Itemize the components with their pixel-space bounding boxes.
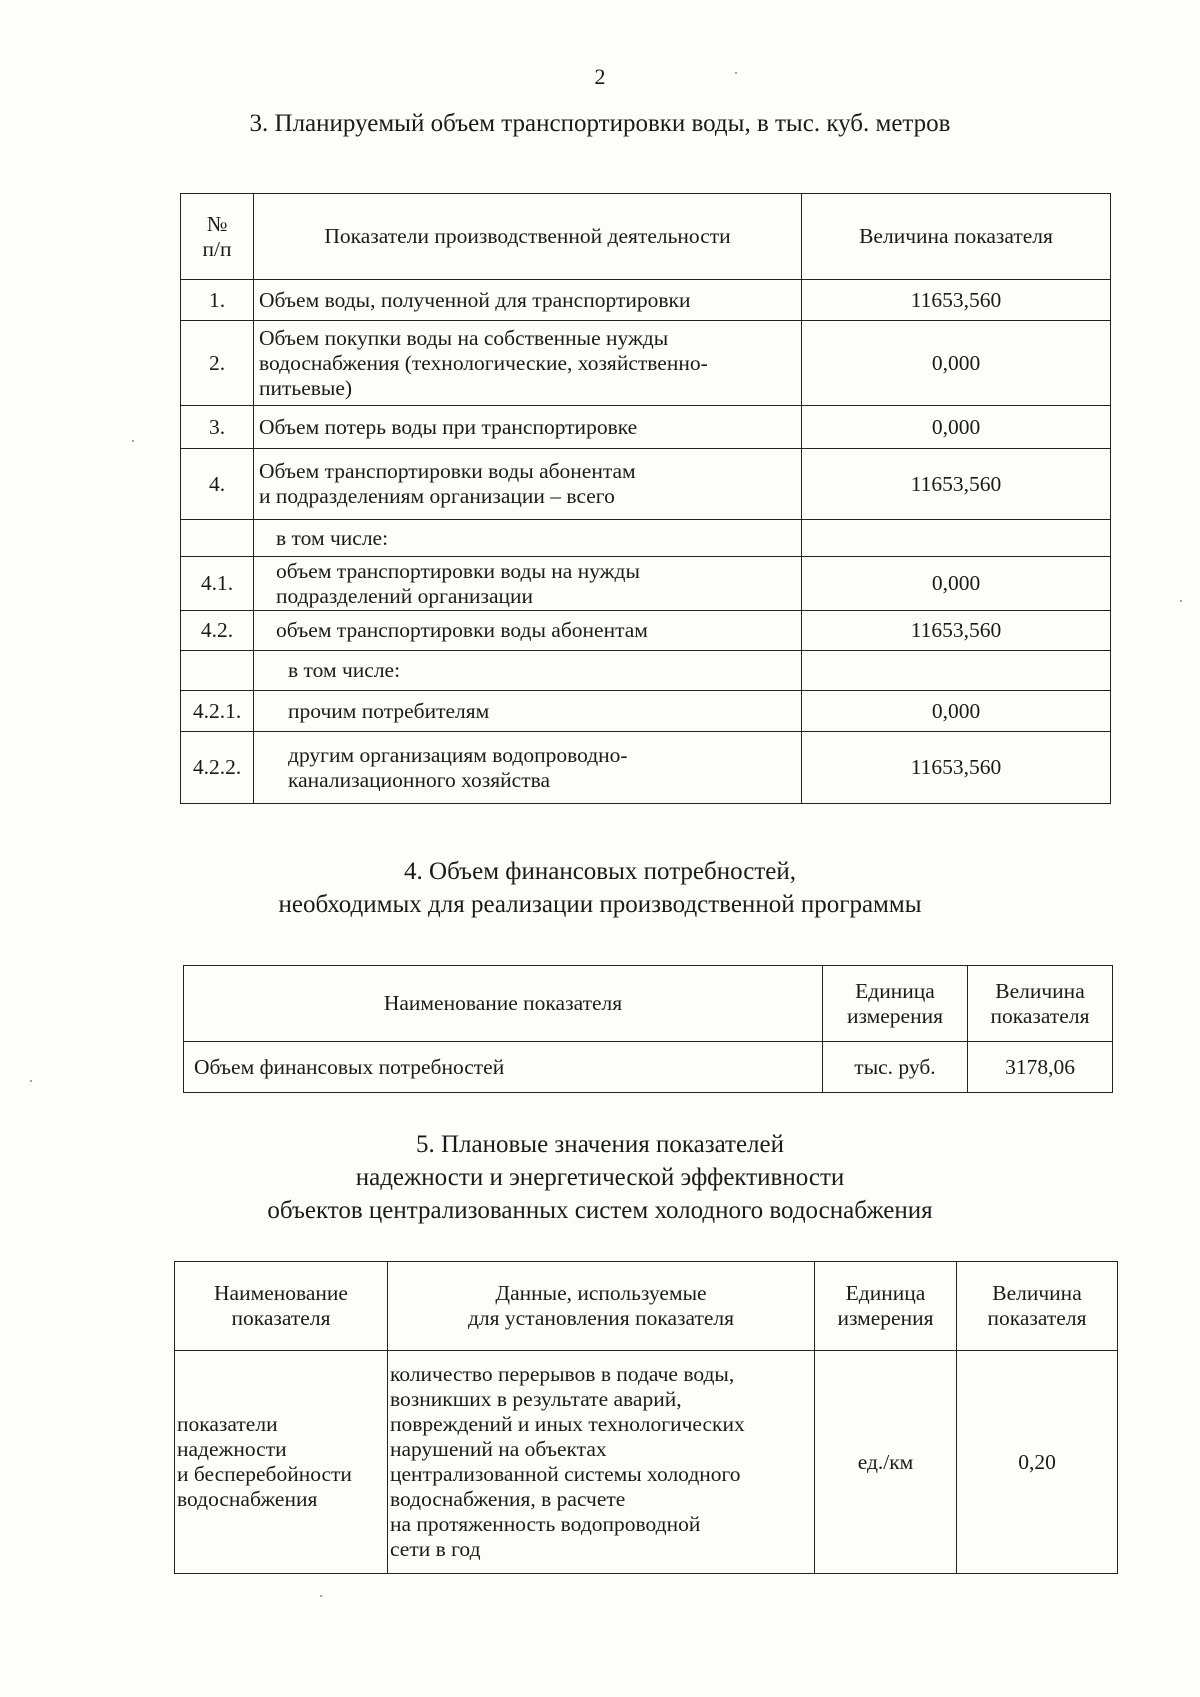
row-indicator: Объем воды, полученной для транспортировки <box>254 280 802 321</box>
row-indicator: прочим потребителям <box>254 691 802 732</box>
header-value: Величина показателя <box>968 966 1113 1042</box>
row-num: 2. <box>181 321 254 406</box>
row-indicator: Объем покупки воды на собственные нужды водоснабжения (технологические, хозяйственно- питьевые) <box>254 321 802 406</box>
row-value: 11653,560 <box>802 732 1111 804</box>
table-header-row <box>181 194 1111 280</box>
header-data: Данные, используемые для установления показателя <box>388 1262 815 1351</box>
row-indicator: Объем потерь воды при транспортировке <box>254 406 802 449</box>
row-value <box>802 651 1111 691</box>
table-row <box>181 520 1111 557</box>
table-row <box>181 280 1111 321</box>
table-row <box>181 651 1111 691</box>
scan-speck <box>735 72 737 74</box>
table-header-row <box>175 1262 1118 1351</box>
row-name: Объем финансовых потребностей <box>184 1042 823 1093</box>
row-value: 11653,560 <box>802 449 1111 520</box>
table-row <box>181 406 1111 449</box>
table-row <box>181 691 1111 732</box>
row-num: 4.2.1. <box>181 691 254 732</box>
row-indicator: объем транспортировки воды на нужды подразделений организации <box>254 557 802 611</box>
header-num: № п/п <box>181 194 254 280</box>
financial-needs-table <box>183 965 1113 1093</box>
row-value: 11653,560 <box>802 611 1111 651</box>
row-value <box>802 520 1111 557</box>
table-row <box>181 449 1111 520</box>
table-row <box>175 1351 1118 1574</box>
scan-speck <box>1180 600 1182 602</box>
row-value: 11653,560 <box>802 280 1111 321</box>
row-data: количество перерывов в подаче воды, возникших в результате аварий, повреждений и иных технологических нарушений на объектах централизованной системы холодного водоснабжения, в расчете на протяженность водопроводной сети в год <box>388 1351 815 1574</box>
row-num: 4. <box>181 449 254 520</box>
section-4-title: 4. Объем финансовых потребностей, необходимых для реализации производственной программы <box>278 858 922 918</box>
scan-speck <box>132 440 134 442</box>
row-unit: ед./км <box>815 1351 957 1574</box>
row-value: 3178,06 <box>968 1042 1113 1093</box>
scan-speck <box>30 1080 32 1082</box>
row-num: 4.2. <box>181 611 254 651</box>
row-num <box>181 651 254 691</box>
header-unit: Единица измерения <box>823 966 968 1042</box>
row-num: 4.1. <box>181 557 254 611</box>
row-value: 0,000 <box>802 691 1111 732</box>
page-number: 2 <box>594 64 606 89</box>
section-5-title: 5. Плановые значения показателей надежности и энергетической эффективности объектов централизованных систем холодного водоснабжения <box>267 1131 933 1224</box>
header-unit: Единица измерения <box>815 1262 957 1351</box>
header-indicator: Показатели производственной деятельности <box>254 194 802 280</box>
row-num: 1. <box>181 280 254 321</box>
table-row <box>181 557 1111 611</box>
header-name: Наименование показателя <box>184 966 823 1042</box>
table-row <box>181 732 1111 804</box>
row-num: 4.2.2. <box>181 732 254 804</box>
row-name: показатели надежности и бесперебойности водоснабжения <box>175 1351 388 1574</box>
row-value: 0,000 <box>802 321 1111 406</box>
row-num <box>181 520 254 557</box>
transport-volume-table <box>180 193 1111 804</box>
row-indicator: объем транспортировки воды абонентам <box>254 611 802 651</box>
table-row <box>181 321 1111 406</box>
scan-speck <box>320 1595 322 1597</box>
section-3-title: 3. Планируемый объем транспортировки воды, в тыс. куб. метров <box>249 110 951 137</box>
table-row <box>181 611 1111 651</box>
row-value: 0,000 <box>802 557 1111 611</box>
header-name: Наименование показателя <box>175 1262 388 1351</box>
table-header-row <box>184 966 1113 1042</box>
header-value: Величина показателя <box>957 1262 1118 1351</box>
row-indicator: Объем транспортировки воды абонентам и подразделениям организации – всего <box>254 449 802 520</box>
row-num: 3. <box>181 406 254 449</box>
row-indicator: в том числе: <box>254 520 802 557</box>
header-value: Величина показателя <box>802 194 1111 280</box>
row-unit: тыс. руб. <box>823 1042 968 1093</box>
table-row <box>184 1042 1113 1093</box>
row-indicator: в том числе: <box>254 651 802 691</box>
row-value: 0,20 <box>957 1351 1118 1574</box>
reliability-table <box>174 1261 1118 1574</box>
row-indicator: другим организациям водопроводно- канализационного хозяйства <box>254 732 802 804</box>
row-value: 0,000 <box>802 406 1111 449</box>
